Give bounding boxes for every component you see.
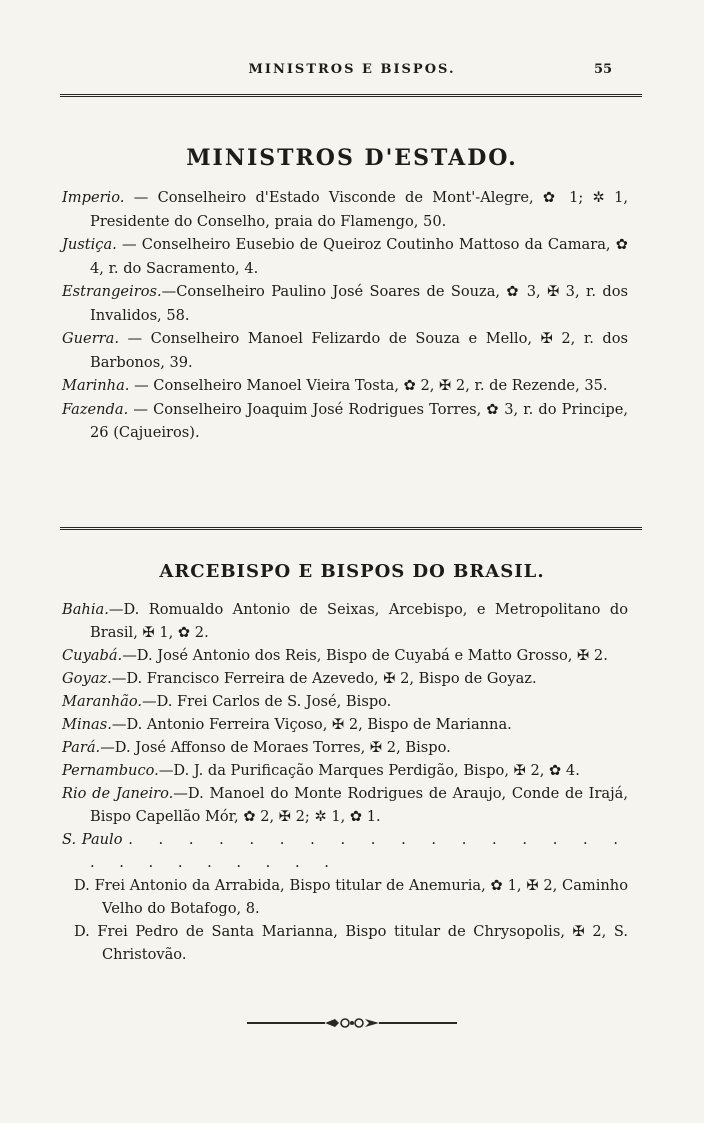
list-item: Guerra. — Conselheiro Manoel Felizardo de Souza e Mello, ✠ 2, r. dos Barbonos, 39. <box>62 330 628 371</box>
list-item: Goyaz.—D. Francisco Ferreira de Azevedo, ✠ 2, Bispo de Goyaz. <box>62 670 537 687</box>
list-item: Minas.—D. Antonio Ferreira Viçoso, ✠ 2, Bispo de Marianna. <box>62 716 512 733</box>
list-item: Estrangeiros.—Conselheiro Paulino José Soares de Souza, ✿ 3, ✠ 3, r. dos Invalidos, 58. <box>62 283 628 324</box>
list-item: Rio de Janeiro.—D. Manoel do Monte Rodrigues de Araujo, Conde de Irajá, Bispo Capellão Mór, ✿ 2, ✠ 2; ✲ 1, ✿ 1. <box>62 785 628 825</box>
list-item: Justiça. — Conselheiro Euseb​io de Queiroz Coutinho Mattoso da Camara, ✿ 4, r. do Sacramento, 4. <box>62 236 628 277</box>
ministros-list <box>62 186 628 445</box>
list-item: Cuyabá.—D. José Antonio dos Reis, Bispo de Cuyabá e Matto Grosso, ✠ 2. <box>62 647 608 664</box>
list-item: Fazenda. — Conselheiro Joaquim José Rodrigues Torres, ✿ 3, r. do Principe, 26 (Cajueiros). <box>62 400 628 441</box>
list-item: Bahia.—D. Romualdo Antonio de Seixas, Arcebispo, e Metropolitano do Brasil, ✠ 1, ✿ 2. <box>62 601 628 641</box>
end-ornament-icon <box>247 1016 457 1030</box>
page-number: 55 <box>594 62 613 77</box>
list-item: Pernambuco.—D. J. da Purificação Marques Perdigão, Bispo, ✠ 2, ✿ 4. <box>62 762 580 779</box>
running-title: MINISTROS E BISPOS. <box>248 62 456 77</box>
list-item: D. Frei Pedro de Santa Marianna, Bispo titular de Chrysopolis, ✠ 2, S. Christovão. <box>74 923 628 963</box>
list-item: Pará.—D. José Affonso de Moraes Torres, ✠ 2, Bispo. <box>62 739 451 756</box>
list-item: D. Frei Antonio da Arrabida, Bispo titular de Anemuria, ✿ 1, ✠ 2, Caminho Velho do Botafogo, 8. <box>74 877 628 917</box>
section-heading-ministros: MINISTROS D'ESTADO. <box>186 145 518 171</box>
list-item: Marinha. — Conselheiro Manoel Vieira Tosta, ✿ 2, ✠ 2, r. de Rezende, 35. <box>62 377 608 394</box>
list-item: Imperio. — Conselheiro d'Estado Visconde de Mont'-Alegre, ✿ 1; ✲ 1, Presidente do Conselho, praia do Flamengo, 50. <box>62 189 628 230</box>
top-rule <box>60 94 642 97</box>
bispos-list <box>62 598 628 966</box>
section-divider-rule <box>60 527 642 530</box>
list-item: Maranhão.—D. Frei Carlos de S. José, Bispo. <box>62 693 392 710</box>
sao-paulo-heading: S. Paulo . . . . . . . . . . . . . . . . . . . . . . . . . . <box>62 831 628 871</box>
section-heading-bispos: ARCEBISPO E BISPOS DO BRASIL. <box>159 561 545 582</box>
